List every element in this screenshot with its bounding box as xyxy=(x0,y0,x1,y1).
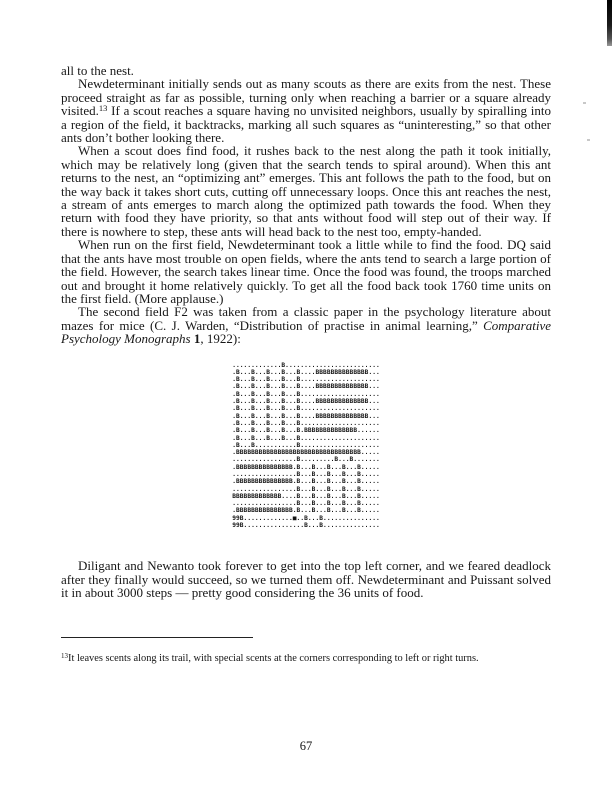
scan-artifact-speck xyxy=(583,102,586,104)
footnote-rule xyxy=(61,637,253,638)
text-column xyxy=(61,64,551,600)
scan-artifact-speck xyxy=(587,139,590,141)
paragraph-scouts-text: Newdeterminant initially sends out as many scouts as there are exits from the nest. These proceed straight as far as possible, turning only when reaching a barrier or a square already visited. xyxy=(61,76,551,119)
paragraph-scouts-text-cont: If a scout reaches a square having no unvisited neighbors, usually by spiralling into a region of the field, it backtracks, marking all such squares as “uninteresting,” so that other ants don’t bother looking there. xyxy=(61,103,551,146)
ascii-maze: .............B......................... .B...B...B...B...B....BBBBBBBBBBBBBB... .B...B...B...B...B..................... .B...B...B...B...B....BBBBBBBBBBBBBB... .B...B...B...B...B..................... .B...B...B...B...B....BBBBBBBBBBBBBB... .B...B...B...B...B..................... .B...B...B...B...B....BBBBBBBBBBBBBB... .B...B...B...B...B..................... .B...B...B...B...B.BBBBBBBBBBBBBB...... .B...B...B...B...B..................... .B...B...........B..................... .BBBBBBBBBBBBBBBBBBBBBBBBBBBBBBBBB..... .................B.........B...B....... .BBBBBBBBBBBBBBB.B...B...B...B...B..... .................B...B...B...B...B..... .BBBBBBBBBBBBBBB.B...B...B...B...B..... .................B...B...B...B...B..... BBBBBBBBBBBBB....B...B...B...B...B..... .................B...B...B...B...B..... .BBBBBBBBBBBBBBB.B...B...B...B...B..... 99B.............■..B...B............... 99B................B...B............... xyxy=(232,361,380,530)
paragraph-continuation: all to the nest. xyxy=(61,63,134,78)
paragraph-first-field: When run on the first field, Newdeterminant took a little while to find the food. DQ said that the ants have most trouble on open fields, where the ants tend to search a large portion of the field. However, the search takes linear time. Once the food was found, the troops marched out and brought it home relatively quickly. To get all the food back took 1760 time units on the first field. (More applause.) xyxy=(61,237,551,306)
maze-figure xyxy=(61,362,551,530)
footnote-number: 13 xyxy=(61,652,68,661)
citation-volume: 1 xyxy=(190,331,201,347)
paragraph-scouts xyxy=(61,77,551,144)
footnote-reference-13: 13 xyxy=(98,103,108,114)
paragraph-second-field xyxy=(61,305,551,345)
paragraph-optimizing-ant: When a scout does find food, it rushes back to the nest along the path it took initially, which may be relatively long (given that the search tends to spiral around). When this ant returns to the nest, an “optimizing ant” emerges. This ant follows the path to the food, but on the way back it takes short cuts, cutting off unnecessary loops. Once this ant reaches the nest, a stream of ants emerges to march along the optimized path towards the food. When they return with food they have priority, so that ants without food will step out of their way. If there is nowhere to step, these ants will head back to the nest too, empty-handed. xyxy=(61,143,551,239)
paragraph-second-field-text: The second field F2 was taken from a classic paper in the psychology literature about mazes for mice (C. J. Warden, “Distribution of practise in animal learning,” xyxy=(61,304,551,333)
footnote-text: It leaves scents along its trail, with special scents at the corners corresponding to left or right turns. xyxy=(68,653,479,665)
footnote xyxy=(61,653,553,666)
scan-artifact-bar xyxy=(607,0,612,46)
page-number: 67 xyxy=(299,739,313,753)
citation-journal-title: Comparative Psychology Monographs xyxy=(61,317,551,347)
paragraph-results: Diligant and Newanto took forever to get into the top left corner, and we feared deadlock after they finally would succeed, so we turned them off. Newdeterminant and Puissant solved it in about 3000 steps — pretty good considering the 36 units of food. xyxy=(61,558,551,601)
paragraph-second-field-text-cont: , 1922): xyxy=(200,331,241,347)
